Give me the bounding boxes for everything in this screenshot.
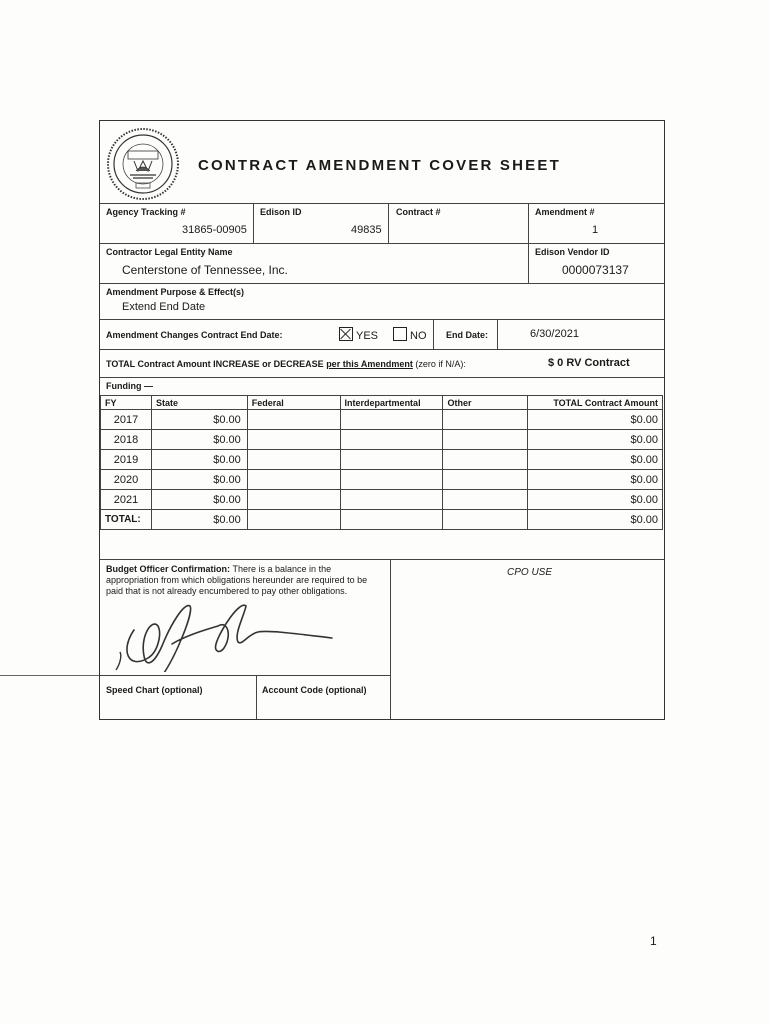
divider [100, 203, 664, 204]
edison-id-label: Edison ID [260, 207, 302, 217]
edison-id-value: 49835 [351, 224, 382, 236]
table-row: 2021 $0.00 $0.00 [101, 490, 663, 510]
signature-image [112, 592, 352, 672]
vendor-id-value: 0000073137 [562, 263, 629, 277]
budget-confirmation: Budget Officer Confirmation: There is a balance in the appropriation from which obligations hereunder are required to be paid that is not already encumbered to pay other obligations. [106, 564, 368, 596]
table-row: 2020 $0.00 $0.00 [101, 470, 663, 490]
table-row: 2019 $0.00 $0.00 [101, 450, 663, 470]
no-checkbox: NO [393, 327, 427, 342]
funding-header-row: FY State Federal Interdepartmental Other TOTAL Contract Amount [101, 396, 663, 410]
tennessee-state-seal [106, 127, 180, 201]
agency-tracking-label: Agency Tracking # [106, 207, 186, 217]
speed-chart-label: Speed Chart (optional) [106, 685, 203, 695]
table-row: 2018 $0.00 $0.00 [101, 430, 663, 450]
form-title: CONTRACT AMENDMENT COVER SHEET [198, 157, 561, 174]
table-row: 2017 $0.00 $0.00 [101, 410, 663, 430]
purpose-label: Amendment Purpose & Effect(s) [106, 287, 245, 297]
purpose-value: Extend End Date [122, 301, 206, 313]
account-code-label: Account Code (optional) [262, 685, 367, 695]
agency-tracking-value: 31865-00905 [182, 224, 247, 236]
end-date-label: End Date: [446, 330, 489, 340]
end-date-change-label: Amendment Changes Contract End Date: [106, 330, 283, 340]
amendment-number-value: 1 [592, 224, 599, 236]
scan-artifact-line [0, 675, 99, 676]
total-change-value: $ 0 RV Contract [548, 357, 630, 369]
total-row: TOTAL: $0.00 $0.00 [101, 510, 663, 530]
empty-box-icon [393, 327, 407, 341]
amendment-number-label: Amendment # [535, 207, 595, 217]
funding-table [100, 395, 663, 530]
contract-number-label: Contract # [396, 207, 441, 217]
end-date-value: 6/30/2021 [530, 328, 579, 340]
yes-checkbox: YES [339, 327, 378, 342]
contractor-label: Contractor Legal Entity Name [106, 247, 233, 257]
page-number: 1 [650, 934, 657, 948]
cpo-use-label: CPO USE [507, 567, 553, 578]
total-change-label: TOTAL Contract Amount INCREASE or DECREASE per this Amendment (zero if N/A): [106, 359, 466, 369]
funding-label: Funding — [106, 381, 153, 391]
vendor-id-label: Edison Vendor ID [535, 247, 610, 257]
checked-box-icon [339, 327, 353, 341]
contractor-value: Centerstone of Tennessee, Inc. [122, 263, 288, 277]
